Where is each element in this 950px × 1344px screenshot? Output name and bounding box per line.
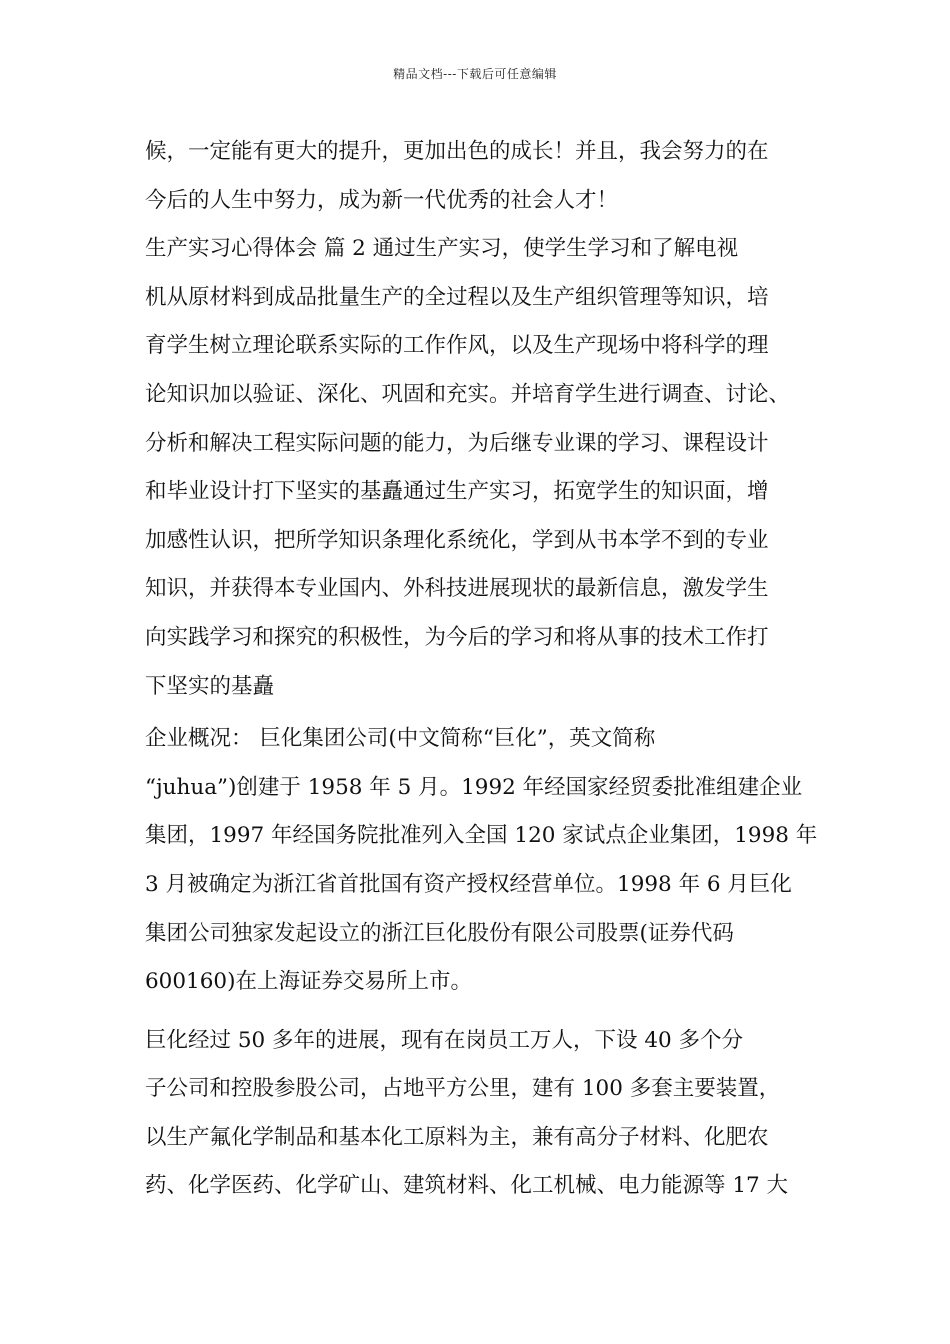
text-line: 和毕业设计打下坚实的基矗通过生产实习，拓宽学生的知识面，增 bbox=[145, 479, 769, 505]
text-line: 3 月被确定为浙江省首批国有资产授权经营单位。1998 年 6 月巨化 bbox=[145, 871, 792, 897]
text-line: 育学生树立理论联系实际的工作作风，以及生产现场中将科学的理 bbox=[145, 333, 769, 359]
text-line: 下坚实的基矗 bbox=[145, 673, 275, 699]
text-line: 集团公司独家发起设立的浙江巨化股份有限公司股票(证券代码 bbox=[145, 920, 734, 946]
section-title-line: 生产实习心得体会 篇 2 通过生产实习，使学生学习和了解电视 bbox=[145, 236, 739, 262]
paragraph-company-overview bbox=[145, 715, 818, 1007]
text-line: 巨化经过 50 多年的进展，现有在岗员工万人，下设 40 多个分 bbox=[145, 1027, 744, 1053]
text-line: 论知识加以验证、深化、巩固和充实。并培育学生进行调查、讨论、 bbox=[145, 381, 791, 407]
text-line: 分析和解决工程实际问题的能力，为后继专业课的学习、课程设计 bbox=[145, 430, 769, 456]
text-line: “juhua”)创建于 1958 年 5 月。1992 年经国家经贸委批准组建企业 bbox=[145, 774, 803, 800]
text-line: 药、化学医药、化学矿山、建筑材料、化工机械、电力能源等 17 大 bbox=[145, 1173, 789, 1199]
text-line: 600160)在上海证券交易所上市。 bbox=[145, 969, 472, 995]
document-body bbox=[145, 128, 818, 1211]
paragraph-company-development bbox=[145, 1017, 805, 1211]
text-line: 加感性认识，把所学知识条理化系统化，学到从书本学不到的专业 bbox=[145, 527, 769, 553]
text-line: 向实践学习和探究的积极性，为今后的学习和将从事的技术工作打 bbox=[145, 624, 769, 650]
text-line: 候，一定能有更大的提升，更加出色的成长！并且，我会努力的在 bbox=[145, 139, 769, 164]
text-line: 今后的人生中努力，成为新一代优秀的社会人才！ bbox=[145, 187, 619, 213]
text-line: 以生产氟化学制品和基本化工原料为主，兼有高分子材料、化肥农 bbox=[145, 1124, 769, 1150]
text-line: 机从原材料到成品批量生产的全过程以及生产组织管理等知识，培 bbox=[145, 284, 769, 310]
text-line: 子公司和控股参股公司，占地平方公里，建有 100 多套主要装置， bbox=[145, 1076, 781, 1102]
paragraph-spacer bbox=[145, 1007, 805, 1017]
page-header: 精品文档---下载后可任意编辑 bbox=[393, 67, 557, 81]
paragraph-internship-reflection bbox=[145, 225, 805, 711]
text-line: 知识，并获得本专业国内、外科技进展现状的最新信息，激发学生 bbox=[145, 576, 769, 602]
text-line: 集团，1997 年经国务院批准列入全国 120 家试点企业集团，1998 年 bbox=[145, 823, 818, 849]
paragraph-continuation bbox=[145, 128, 805, 225]
text-line: 企业概况： 巨化集团公司(中文简称“巨化”，英文简称 bbox=[145, 726, 656, 752]
